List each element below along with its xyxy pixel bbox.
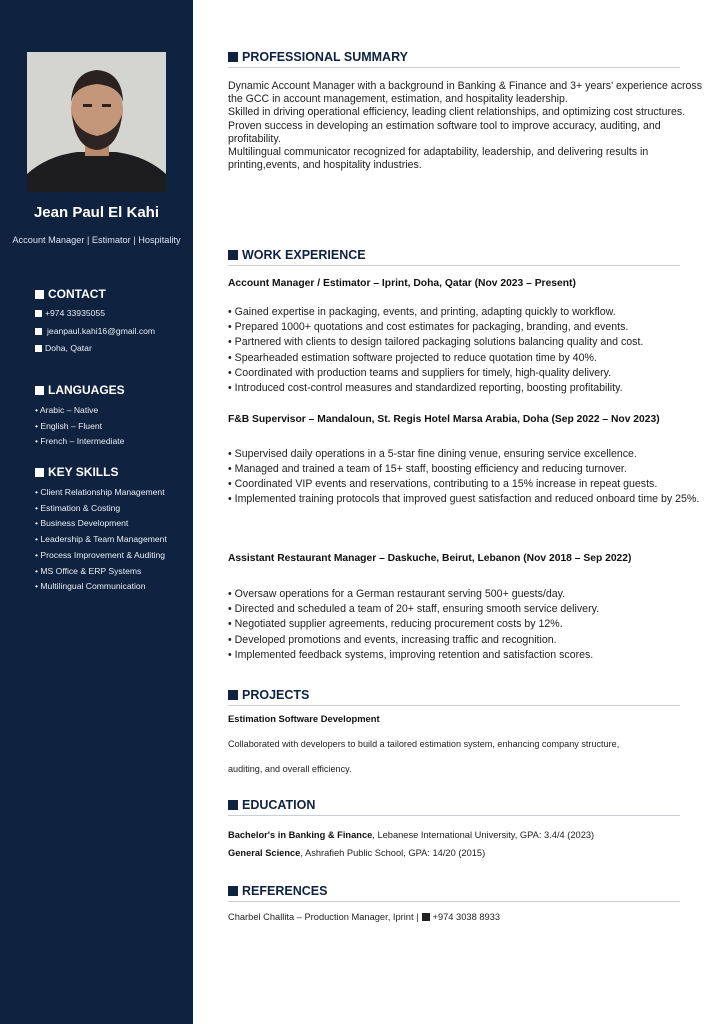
skill-item: • Leadership & Team Management xyxy=(35,534,167,545)
language-item: • Arabic – Native xyxy=(35,405,99,415)
project-title: Estimation Software Development xyxy=(228,713,380,724)
square-bullet-icon xyxy=(35,290,44,299)
languages-section xyxy=(35,383,125,450)
contact-email[interactable]: jeanpaul.kahi16@gmail.com xyxy=(35,323,155,341)
summary-heading: PROFESSIONAL SUMMARY xyxy=(228,50,680,68)
list-item: • Introduced cost-control measures and standardized reporting, boosting profitability. xyxy=(228,382,623,395)
sidebar xyxy=(0,0,193,1024)
list-item: • Directed and scheduled a team of 20+ staff, ensuring smooth service delivery. xyxy=(228,603,600,616)
language-item: • French – Intermediate xyxy=(35,436,125,447)
summary-text: Dynamic Account Manager with a background in Banking & Finance and 3+ years' experience across the GCC in account management, estimation, and hospitality leadership. Skilled in driving operational efficiency, leading client relationships, and optimizing cost structures. Proven success in developing an estimation software tool to improve accuracy, auditing, and profitability. Multilingual communicator recognized for adaptability, leadership, and delivering results in printing,events, and hospitality industries. xyxy=(228,80,703,172)
language-item: • English – Fluent xyxy=(35,420,103,431)
list-item: • Partnered with clients to design tailored packaging solutions balancing quality and cost. xyxy=(228,336,644,349)
education-item: General Science, Ashrafieh Public School, GPA: 14/20 (2015) xyxy=(228,848,486,858)
list-item: • Coordinated VIP events and reservations, contributing to a 15% increase in repeat guests. xyxy=(228,478,658,491)
square-bullet-icon xyxy=(228,690,238,700)
reference-item: Charbel Challita – Production Manager, Iprint | +974 3038 8933 xyxy=(228,912,501,922)
list-item: • Implemented training protocols that improved guest satisfaction and reduced onboard time by 25%. xyxy=(228,493,700,506)
skills-section xyxy=(35,465,167,595)
profile-subtitle: Account Manager | Estimator | Hospitality xyxy=(12,235,181,245)
list-item: • Managed and trained a team of 15+ staff, boosting efficiency and reducing turnover. xyxy=(228,463,627,476)
skill-item: • Business Development xyxy=(35,518,129,529)
job-title: F&B Supervisor – Mandaloun, St. Regis Hotel Marsa Arabia, Doha (Sep 2022 – Nov 2023) xyxy=(228,414,660,425)
education-heading: EDUCATION xyxy=(228,798,680,816)
job-bullets xyxy=(228,305,712,396)
languages-heading: LANGUAGES xyxy=(35,383,125,397)
references-heading: REFERENCES xyxy=(228,884,680,902)
projects-heading: PROJECTS xyxy=(228,688,680,706)
square-bullet-icon xyxy=(35,468,44,477)
list-item: • Gained expertise in packaging, events, and printing, adapting quickly to workflow. xyxy=(228,306,616,318)
project-description: auditing, and overall efficiency. xyxy=(228,764,352,774)
phone-icon xyxy=(422,913,430,921)
list-item: • Supervised daily operations in a 5-star fine dining venue, ensuring service excellence. xyxy=(228,448,637,460)
project-description: Collaborated with developers to build a tailored estimation system, enhancing company structure, xyxy=(228,739,620,749)
email-icon xyxy=(35,328,42,335)
profile-name: Jean Paul El Kahi xyxy=(33,204,160,221)
job-bullets xyxy=(228,447,712,507)
square-bullet-icon xyxy=(228,886,238,896)
languages-list xyxy=(35,403,125,450)
person-portrait-icon xyxy=(27,52,166,192)
job-bullets xyxy=(228,587,712,663)
list-item: • Spearheaded estimation software projected to reduce quotation time by 40%. xyxy=(228,351,597,364)
square-bullet-icon xyxy=(228,800,238,810)
contact-section xyxy=(35,287,155,358)
job-title: Account Manager / Estimator – Iprint, Doha, Qatar (Nov 2023 – Present) xyxy=(228,278,576,289)
profile-photo xyxy=(27,52,166,192)
list-item: • Prepared 1000+ quotations and cost estimates for packaging, branding, and events. xyxy=(228,321,629,334)
square-bullet-icon xyxy=(228,250,238,260)
experience-heading: WORK EXPERIENCE xyxy=(228,248,680,266)
list-item: • Developed promotions and events, increasing traffic and recognition. xyxy=(228,633,557,646)
list-item: • Coordinated with production teams and suppliers for timely, high-quality delivery. xyxy=(228,366,612,379)
list-item: • Negotiated supplier agreements, reducing procurement costs by 12%. xyxy=(228,618,563,631)
phone-icon xyxy=(35,310,42,317)
skill-item: • MS Office & ERP Systems xyxy=(35,565,142,576)
square-bullet-icon xyxy=(35,386,44,395)
job-title: Assistant Restaurant Manager – Daskuche, Beirut, Lebanon (Nov 2018 – Sep 2022) xyxy=(228,553,632,564)
skills-heading: KEY SKILLS xyxy=(35,465,167,479)
list-item: • Oversaw operations for a German restaurant serving 500+ guests/day. xyxy=(228,588,566,600)
location-icon xyxy=(35,345,42,352)
contact-heading: CONTACT xyxy=(35,287,155,301)
contact-location: Doha, Qatar xyxy=(35,340,155,358)
skill-item: • Client Relationship Management xyxy=(35,487,165,497)
skills-list xyxy=(35,485,167,595)
square-bullet-icon xyxy=(228,52,238,62)
contact-phone[interactable]: +974 33935055 xyxy=(35,305,155,323)
skill-item: • Estimation & Costing xyxy=(35,502,121,513)
skill-item: • Multilingual Communication xyxy=(35,581,146,592)
skill-item: • Process Improvement & Auditing xyxy=(35,549,166,560)
list-item: • Implemented feedback systems, improving retention and satisfaction scores. xyxy=(228,648,594,661)
education-item: Bachelor's in Banking & Finance, Lebanese International University, GPA: 3.4/4 (2023) xyxy=(228,830,595,840)
